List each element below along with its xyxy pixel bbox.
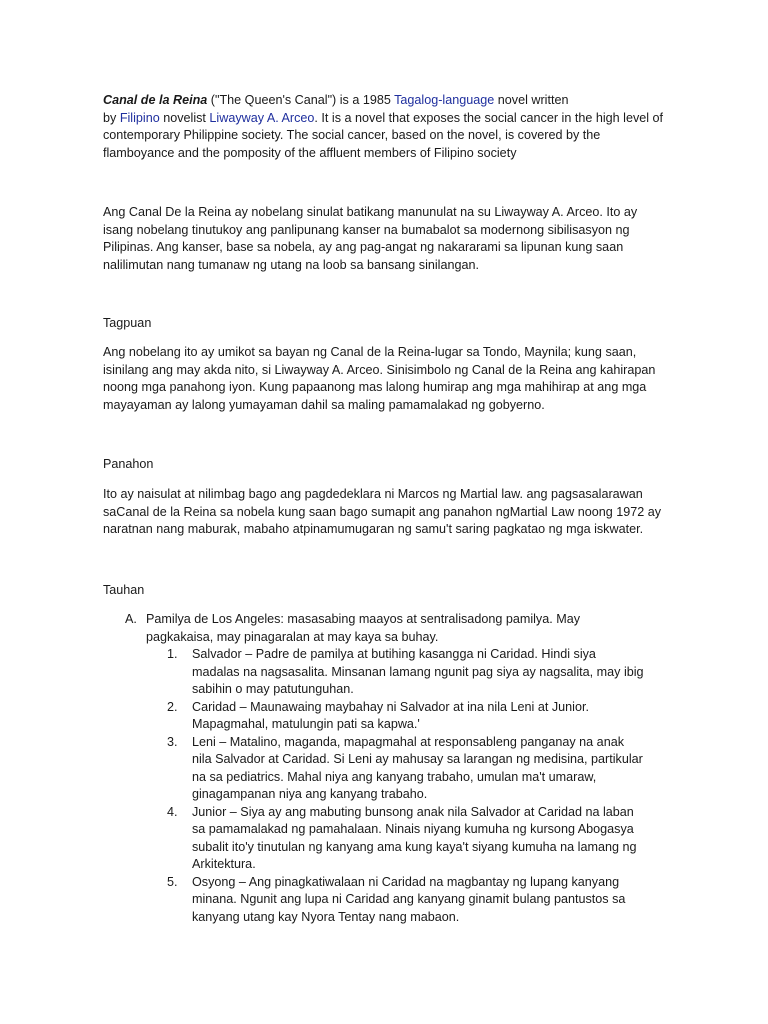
intro-text-2: novel written — [494, 93, 569, 107]
intro-text-3: by — [103, 110, 120, 125]
character-salvador: Salvador – Padre de pamilya at butihing kasangga ni Caridad. Hindi siya madalas na nagsasalita. Minsanan lamang ngunit pag siya ay nagsalita, may ibig sabihin o may patutunguhan. — [192, 647, 644, 696]
list-marker: 3. — [167, 734, 178, 749]
list-item-group-a — [125, 611, 645, 926]
list-item — [146, 874, 645, 927]
link-tagalog-language[interactable]: Tagalog-language — [394, 93, 495, 107]
heading-tauhan: Tauhan — [103, 583, 145, 597]
summary-paragraph: Ang Canal De la Reina ay nobelang sinulat batikang manunulat na su Liwayway A. Arceo. Ito ay isang nobelang tinutukoy ang panlipunang kanser na bumabalot sa modernong sibilisasyon ng Pilipinas. Ang kanser, base sa nobela, ay ang pag-angat ng nakararami sa lipunan kung saan nalilimutan nang tumanaw ng utang na loob sa bansang sinilangan. — [103, 205, 638, 272]
link-filipino[interactable]: Filipino — [119, 110, 160, 125]
novel-title: Canal de la Reina — [103, 93, 208, 107]
heading-panahon: Panahon — [103, 457, 154, 471]
intro-text-1: ("The Queen's Canal") is a 1985 — [207, 93, 395, 107]
character-list — [146, 646, 645, 926]
panahon-paragraph: Ito ay naisulat at nilimbag bago ang pagdedeklara ni Marcos ng Martial law. ang pagsasalarawan saCanal de la Reina sa nobela kung saan bago sumapit ang panahon ngMartial Law noong 1972 ay naratnan nang maburak, mabaho atpinamumugaran ng samu't saring pagkatao ng mga iskwater. — [103, 487, 662, 536]
list-marker: 1. — [167, 647, 178, 661]
character-leni: Leni – Matalino, maganda, mapagmahal at responsableng panganay na anak nila Salvador at Caridad. Si Leni ay mahusay sa larangan ng medisina, partikular na sa pediatrics. Mahal niya ang kanyang trabaho, umulan ma't umaraw, ginagampanan niya ang kanyang trabaho. — [192, 734, 643, 801]
intro-text-4: novelist — [159, 110, 210, 125]
heading-tagpuan: Tagpuan — [103, 316, 152, 330]
list-marker: 4. — [167, 804, 178, 819]
list-marker: A. — [125, 612, 137, 626]
intro-paragraph — [103, 92, 668, 162]
tagpuan-paragraph: Ang nobelang ito ay umikot sa bayan ng Canal de la Reina-lugar sa Tondo, Maynila; kung saan, isinilang ang may akda nito, si Liwayway A. Arceo. Sinisimbolo ng Canal de la Reina ang kahirapan noong mga panahong iyon. Kung papaanong mas lalong humirap ang mga mahihirap at ang mga mayayaman ay lalong yumayaman dahil sa maling pamamalakad ng gobyerno. — [103, 345, 656, 412]
list-marker: 2. — [167, 699, 178, 714]
list-item — [146, 646, 645, 699]
link-liwayway-arceo[interactable]: Liwayway A. Arceo — [209, 110, 315, 125]
group-a-text: Pamilya de Los Angeles: masasabing maayos at sentralisadong pamilya. May pagkakaisa, may pinagaralan at may kaya sa buhay. — [146, 612, 581, 644]
character-caridad: Caridad – Maunawaing maybahay ni Salvador at ina nila Leni at Junior. Mapagmahal, matulungin pati sa kapwa.' — [192, 699, 589, 731]
list-item — [146, 804, 645, 874]
list-item — [146, 699, 645, 734]
tauhan-list — [125, 611, 645, 926]
list-item — [146, 734, 645, 804]
list-marker: 5. — [167, 874, 178, 889]
character-osyong: Osyong – Ang pinagkatiwalaan ni Caridad na magbantay ng lupang kanyang minana. Ngunit ang lupa ni Caridad ang kanyang ginamit bulang pantustos sa kanyang utang kay Nyora Tentay nang mabaon. — [192, 874, 626, 924]
character-junior: Junior – Siya ay ang mabuting bunsong anak nila Salvador at Caridad na laban sa pamamalakad ng pamahalaan. Ninais niyang kumuha ng kursong Abogasya subalit ito'y tinutulan ng kanyang ama kung kaya't siyang kumuha na lamang ng Arkitektura. — [192, 804, 637, 871]
intro-text-5: . It is a novel that exposes the social cancer in the high level of contemporary Philippine society. The social cancer, based on the novel, is covered by the flamboyance and the pomposity of the affluent members of Filipino society — [103, 110, 664, 160]
